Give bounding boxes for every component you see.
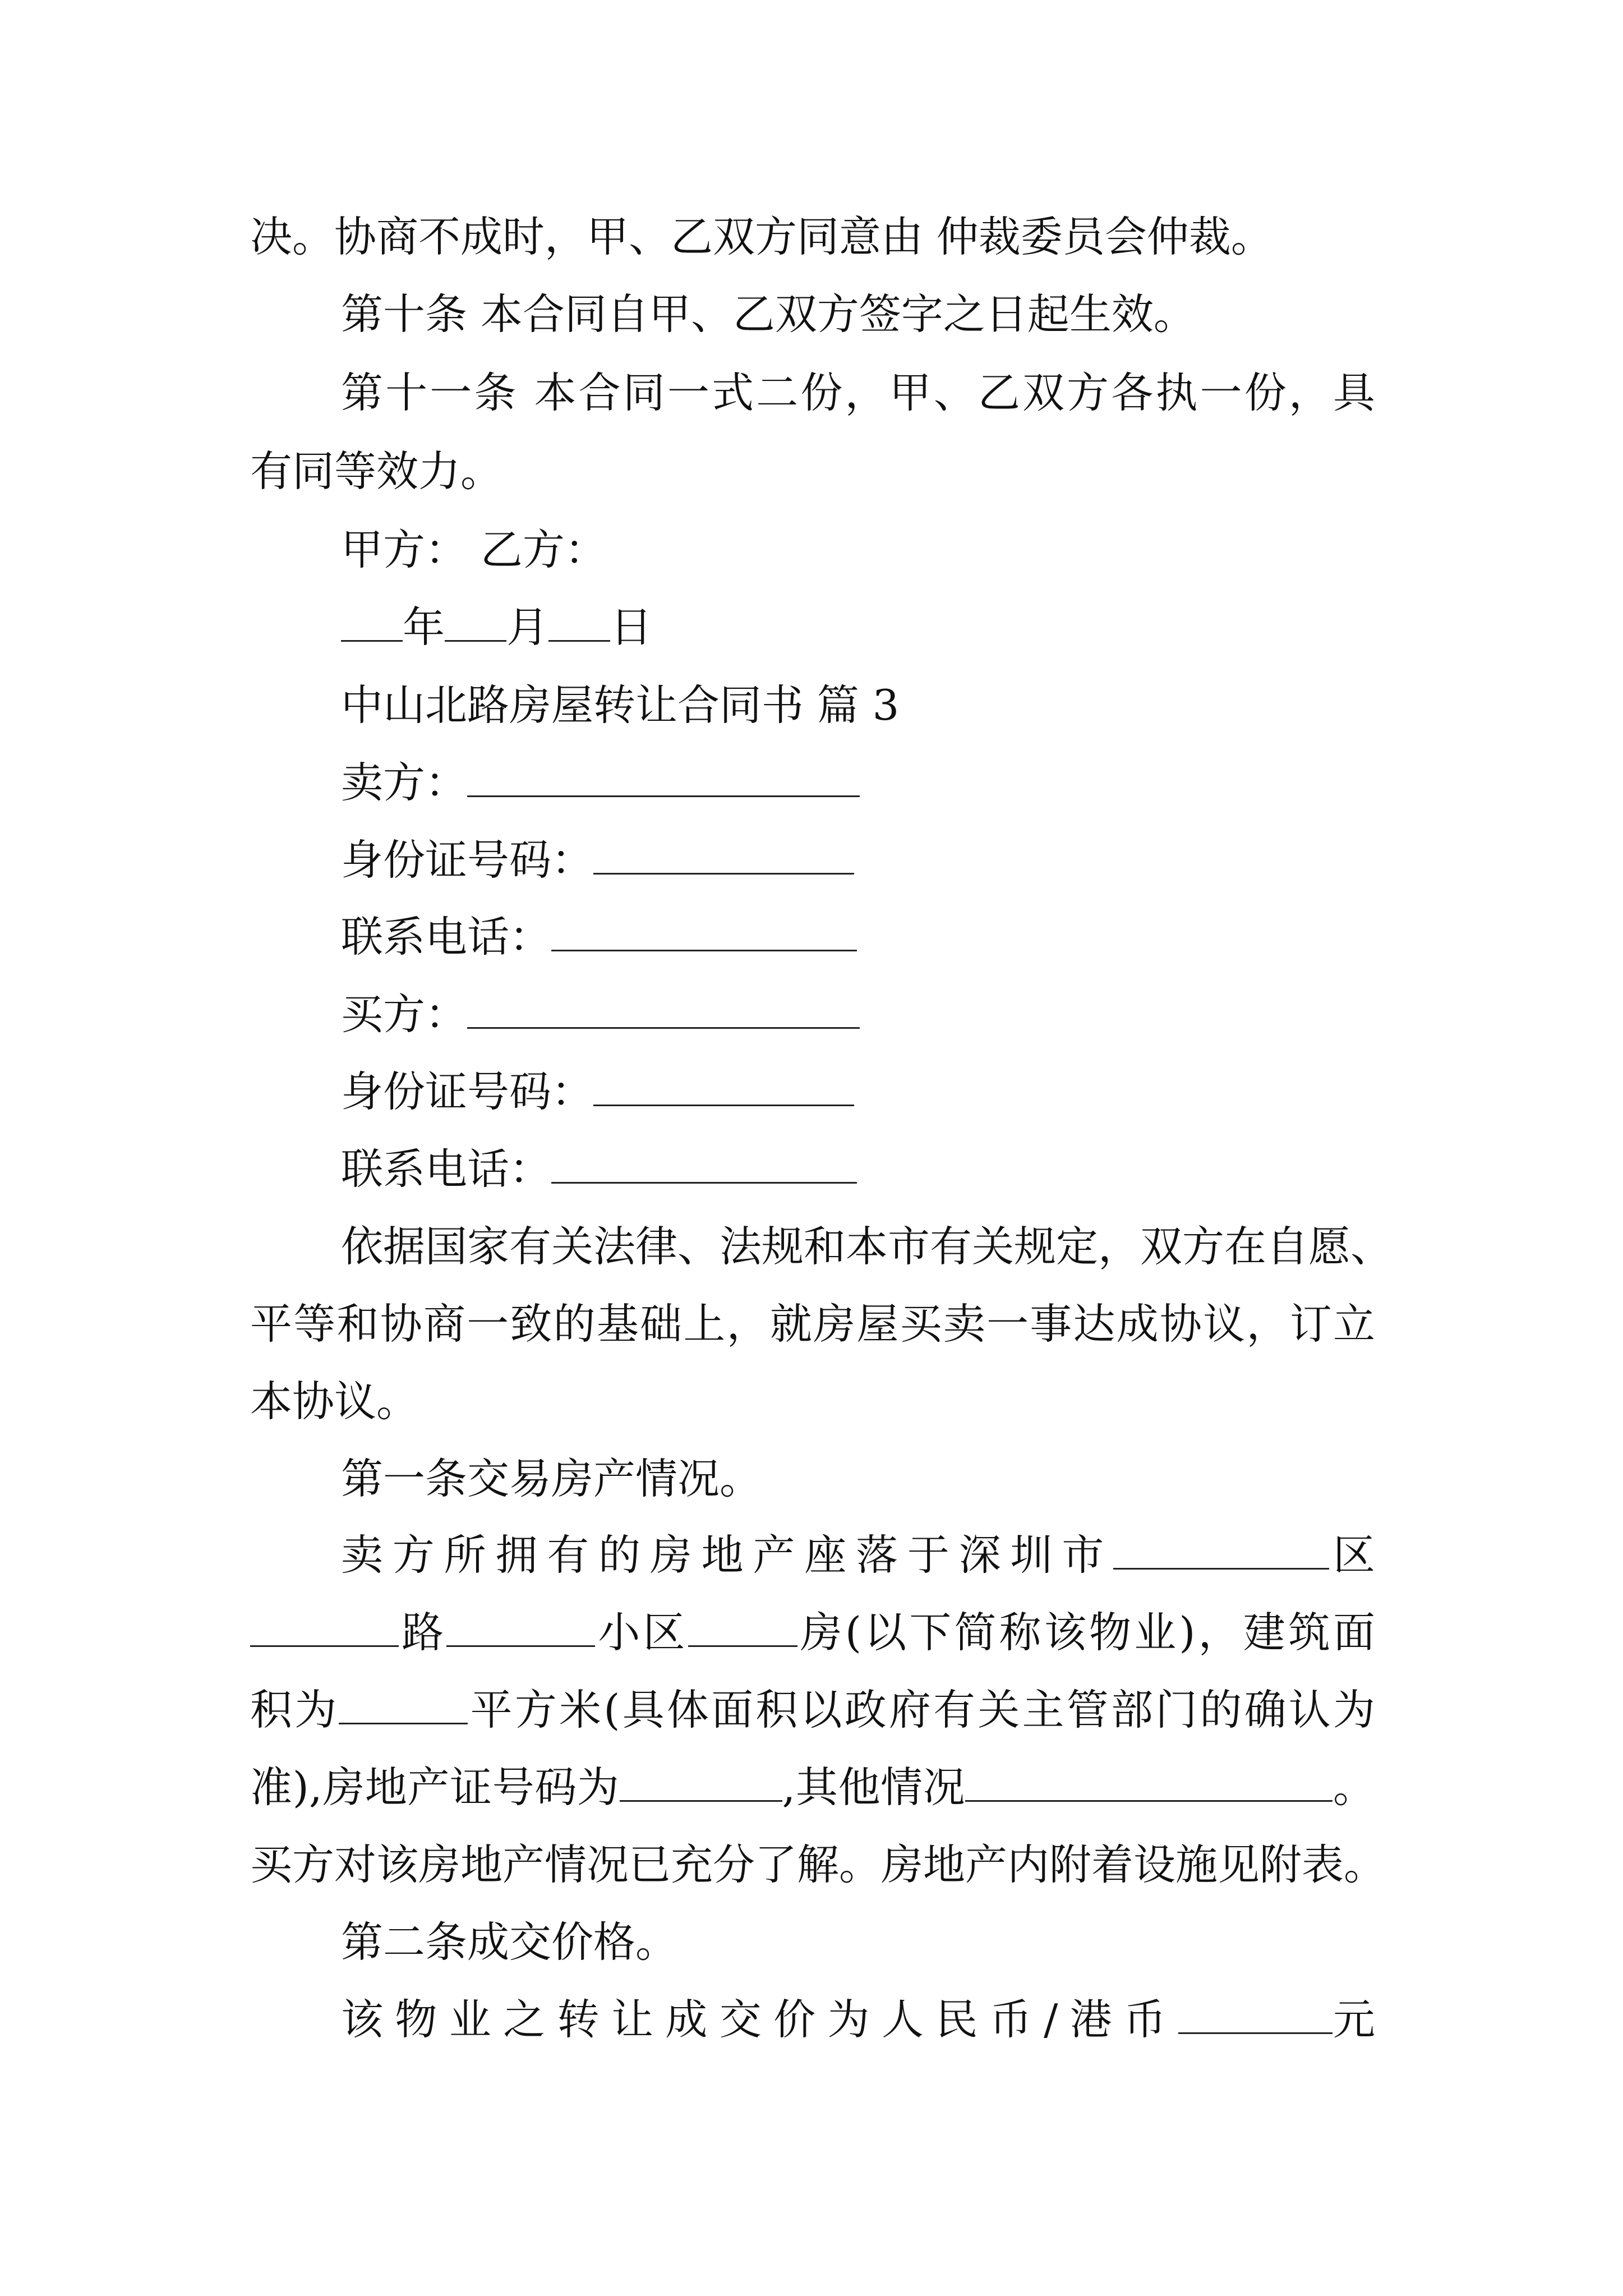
- price-text: 该物业之转让成交价为人民币/港币: [341, 1995, 1178, 2044]
- year-blank: [341, 606, 403, 642]
- district-label: 区: [1329, 1530, 1375, 1580]
- signature-date: [341, 599, 652, 655]
- article-1-location: 卖方所拥有的房地产座落于深圳市: [341, 1530, 1114, 1580]
- section-title: 中山北路房屋转让合同书 篇 3: [341, 680, 900, 730]
- month-label: 月: [506, 602, 549, 652]
- intro-line-2: 平等和协商一致的基础上，就房屋买卖一事达成协议，订立: [250, 1299, 1375, 1349]
- community-label: 小区: [595, 1608, 688, 1657]
- price-blank: [1178, 1999, 1332, 2034]
- seller-blank: [467, 762, 860, 797]
- seller-phone-line: [341, 909, 857, 965]
- article-1-line-1: [341, 1527, 1375, 1583]
- area-label: 积为: [250, 1685, 339, 1734]
- buyer-line: [341, 986, 860, 1042]
- buyer-id-blank: [593, 1071, 854, 1106]
- intro-line-1: 依据国家有关法律、法规和本市有关规定，双方在自愿、: [341, 1222, 1393, 1271]
- buyer-phone-label: 联系电话：: [341, 1144, 552, 1194]
- article-2-title: 第二条成交价格。: [341, 1917, 678, 1967]
- article-1-line-5: 买方对该房地产情况已充分了解。房地产内附着设施见附表。: [250, 1840, 1386, 1889]
- article-11-line-2: 有同等效力。: [250, 447, 503, 496]
- buyer-id-label: 身份证号码：: [341, 1067, 594, 1116]
- area-unit-text: 平方米(具体面积以政府有关主管部门的确认为: [468, 1685, 1375, 1734]
- seller-id-label: 身份证号码：: [341, 835, 594, 885]
- other-blank: [965, 1766, 1332, 1802]
- year-label: 年: [403, 602, 445, 652]
- buyer-phone-blank: [551, 1148, 857, 1184]
- paragraph-arbitration-end: 决。协商不成时，甲、乙双方同意由 仲裁委员会仲裁。: [250, 212, 1273, 261]
- article-2-line-1: [341, 1991, 1375, 2047]
- day-blank: [548, 606, 610, 642]
- district-blank: [1113, 1534, 1329, 1570]
- road-blank: [250, 1612, 399, 1647]
- room-label: 房(以下简称该物业)，建筑面: [797, 1608, 1375, 1657]
- seller-line: [341, 754, 860, 811]
- other-label: ,其他情况: [782, 1763, 966, 1812]
- buyer-id-line: [341, 1064, 854, 1120]
- certificate-label: 准),房地产证号码为: [250, 1763, 620, 1812]
- article-1-line-4: [250, 1759, 1375, 1815]
- article-11-line-1: 第十一条 本合同一式二份，甲、乙双方各执一份，具: [341, 368, 1375, 417]
- buyer-phone-line: [341, 1141, 857, 1197]
- buyer-label: 买方：: [341, 990, 468, 1039]
- period: 。: [1332, 1763, 1375, 1812]
- day-label: 日: [610, 602, 653, 652]
- currency-unit: 元: [1332, 1995, 1375, 2044]
- certificate-blank: [620, 1766, 782, 1802]
- article-10: 第十条 本合同自甲、乙双方签字之日起生效。: [341, 289, 1196, 339]
- seller-label: 卖方：: [341, 758, 468, 807]
- article-1-line-2: [250, 1604, 1375, 1660]
- signature-parties: 甲方： 乙方：: [341, 525, 607, 574]
- month-blank: [445, 606, 506, 642]
- seller-phone-blank: [551, 916, 857, 951]
- seller-id-blank: [593, 839, 854, 875]
- article-1-line-3: [250, 1682, 1375, 1738]
- seller-phone-label: 联系电话：: [341, 912, 552, 961]
- road-label: 路: [399, 1608, 447, 1657]
- room-blank: [688, 1612, 797, 1647]
- seller-id-line: [341, 832, 854, 888]
- community-blank: [446, 1612, 595, 1647]
- area-blank: [339, 1689, 468, 1724]
- buyer-blank: [467, 993, 860, 1029]
- intro-line-3: 本协议。: [250, 1377, 419, 1426]
- article-1-title: 第一条交易房产情况。: [341, 1454, 762, 1503]
